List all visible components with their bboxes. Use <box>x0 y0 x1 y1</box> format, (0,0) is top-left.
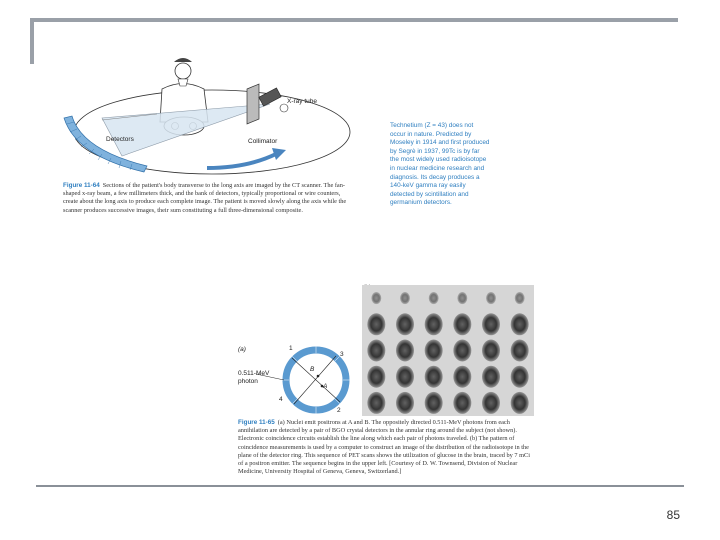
pet-scan-slice <box>400 292 410 304</box>
caption-text: (a) Nuclei emit positrons at A and B. The oppositely directed 0.511-MeV photons from each annihilation are detected by a pair of BGO crystal detectors in the annular ring around the subject (not shown). Electronic coincidence circuits establish the line along which each pair of photons traveled. (b) The pattern of coincidence measurements is used by a computer to construct an image of the distribution of the radioisotope in the plane of the detector ring. This sequence of PET scans shows the utilization of glucose in the brain, traced by 7 mCi of a positron emitter. The sequence begins in the upper left. [Courtesy of D. W. Townsend, Division of Nuclear Medicine, University Hospital of Geneva, Geneva, Switzerland.] <box>238 419 530 476</box>
pet-scan-slice <box>367 340 385 362</box>
caption-text: Sections of the patient's body transverse to the long axis are imaged by the CT scanner. The fan-shaped x-ray beam, a few millimeters thick, and the bank of detectors, typically proportional or wire counters, create about the long axis to produce each complete image. The patient is moved slowly along the axis while the scanner produces successive images, their sum constituting a full three-dimensional composite. <box>63 182 347 214</box>
panel-a-label: (a) <box>238 346 246 353</box>
pet-scan-slice <box>453 340 471 362</box>
pet-scan-slice <box>511 366 529 388</box>
figure-11-65-caption <box>238 419 530 476</box>
slide-frame-top <box>30 18 678 22</box>
pet-scan-slice <box>453 366 471 388</box>
pet-scan-slice <box>453 392 471 414</box>
detector-4-label: 4 <box>279 396 283 403</box>
pet-scan-slice <box>425 366 443 388</box>
detector-2-label: 2 <box>337 407 341 414</box>
point-a-label: A <box>323 383 328 390</box>
detectors-label: Detectors <box>106 136 134 143</box>
pet-scan-slice <box>367 392 385 414</box>
pet-scan-slice <box>511 313 529 335</box>
pet-scan-slice <box>396 340 414 362</box>
pet-scan-slice <box>457 292 467 304</box>
pet-scan-slice <box>367 313 385 335</box>
pet-scan-slice <box>482 340 500 362</box>
pet-scan-slice <box>515 292 525 304</box>
pet-scan-slice <box>425 340 443 362</box>
figure-label: Figure 11-64 <box>63 182 100 189</box>
pet-scan-slice <box>367 366 385 388</box>
collimator-label: Collimator <box>248 138 278 145</box>
detector-3-label: 3 <box>340 351 344 358</box>
pet-scan-slice <box>396 366 414 388</box>
pet-scan-slice <box>511 340 529 362</box>
detector-1-label: 1 <box>289 345 293 352</box>
page-number: 85 <box>666 508 680 522</box>
slide-frame-bottom <box>36 485 684 487</box>
pet-scan-slice <box>482 313 500 335</box>
pet-scan-slice <box>371 292 381 304</box>
pet-scan-slice <box>425 313 443 335</box>
pet-scan-slice <box>396 392 414 414</box>
xray-tube-label: X-ray tube <box>287 98 317 105</box>
slide-frame-left <box>30 18 34 64</box>
technetium-sidenote: Technetium (Z = 43) does not occur in nature. Predicted by Moseley in 1914 and first produced by Segrè in 1937, 99Tc is by far the most widely used radioisotope in nuclear medicine research and diagnosis. Its decay produces a 140-keV gamma ray easily detected by scintillation and germanium detectors. <box>390 122 490 207</box>
pet-scan-slice <box>425 392 443 414</box>
pet-scan-sequence <box>362 285 534 416</box>
pet-scan-slice <box>453 313 471 335</box>
pet-scan-slice <box>482 366 500 388</box>
figure-11-64-caption <box>63 182 353 215</box>
ct-scanner-illustration <box>62 44 354 179</box>
figure-label: Figure 11-65 <box>238 419 275 426</box>
pet-scan-slice <box>482 392 500 414</box>
point-b-label: B <box>310 366 315 373</box>
photon-label: 0.511-MeV photon <box>238 370 270 385</box>
pet-scan-slice <box>511 392 529 414</box>
pet-scan-slice <box>396 313 414 335</box>
pet-scan-slice <box>486 292 496 304</box>
pet-scan-slice <box>429 292 439 304</box>
